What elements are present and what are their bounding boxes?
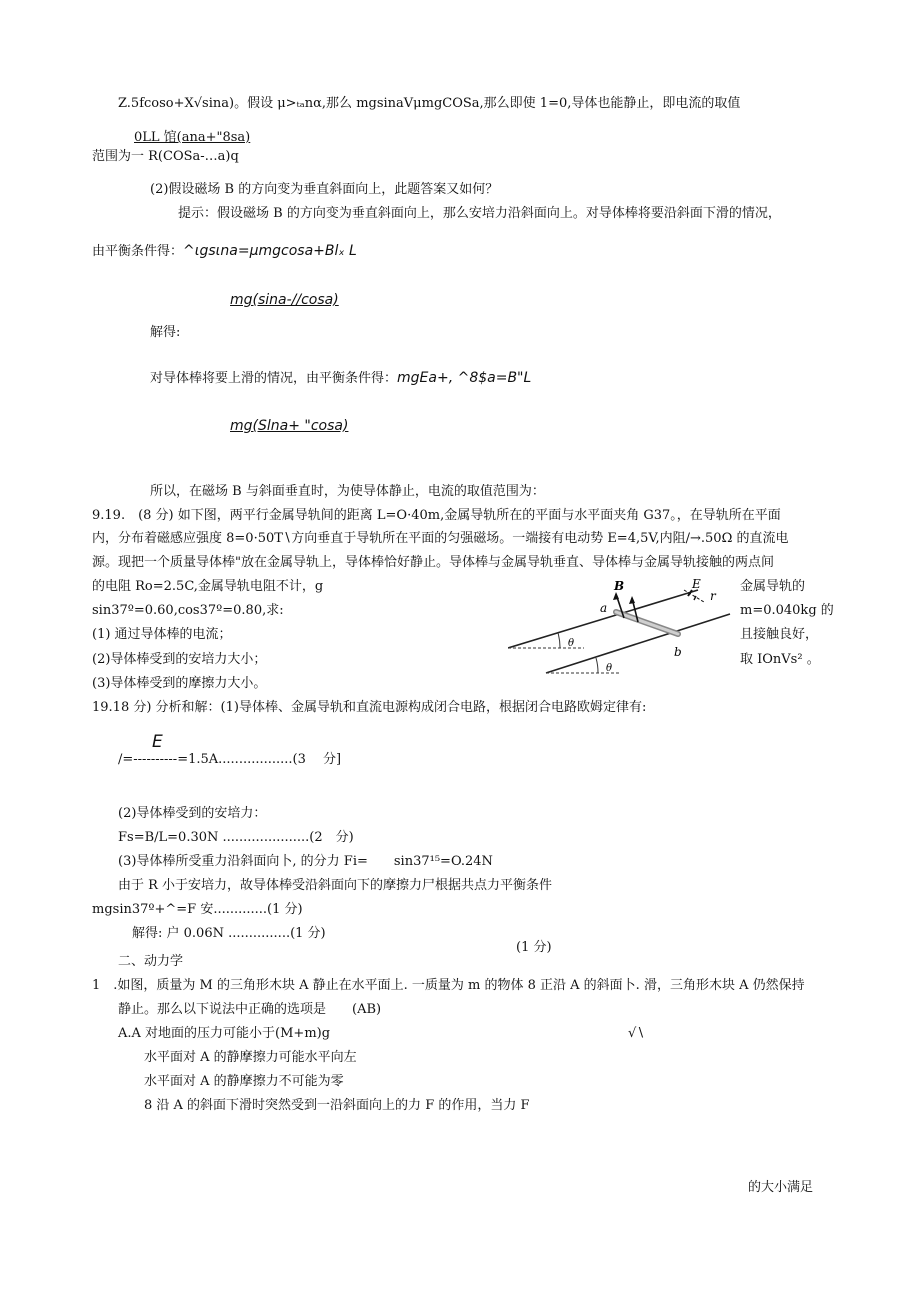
text-line: (2)导体棒受到的安培力大小； [92, 652, 267, 667]
rail-top [508, 590, 698, 648]
text-line: 由于 R 小于安培力，故导体棒受沿斜面向下的摩擦力尸根据共点力平衡条件 [118, 878, 553, 893]
text-line: (3)导体棒所受重力沿斜面向卜, 的分力 Fi= sin37¹⁵=O.24N [118, 854, 493, 869]
label-theta-top: θ [568, 638, 575, 649]
text-line: (1 分) [516, 940, 552, 955]
formula: mg(sina-//cosa) [230, 292, 339, 308]
text-line: 且接触良好， [740, 627, 819, 642]
text-line: 静止。那么以下说法中正确的选项是 (AB) [118, 1002, 382, 1017]
text-line: /=----------=1.5A..................(3 分] [118, 752, 342, 767]
text-line: (1) 通过导体棒的电流； [92, 627, 232, 642]
text-line: 解得: [150, 325, 181, 340]
angle-arc-bottom [596, 658, 598, 673]
text-line: 源。现把一个质量导体棒"放在金属导轨上，导体棒恰好静止。导体棒与金属导轨垂直、导体棒与金属导轨接触的两点间 [92, 555, 774, 570]
label-b: b [674, 645, 682, 659]
label-theta-bottom: θ [606, 663, 613, 674]
text-line: mgsin37º+^=F 安.............(1 分) [92, 902, 303, 917]
text-line: 8 沿 A 的斜面下滑时突然受到一沿斜面向上的力 F 的作用，当力 F [144, 1098, 530, 1113]
angle-arc-top [558, 633, 560, 648]
text-line: 提示：假设磁场 B 的方向变为垂直斜面向上，那么安培力沿斜面向上。对导体棒将要沿斜面下滑的情况， [178, 206, 781, 221]
b-field-arrowhead-2 [629, 596, 635, 604]
b-field-arrowhead-1 [613, 592, 619, 600]
text-line: 水平面对 A 的静摩擦力不可能为零 [144, 1074, 344, 1089]
text-line: 解得: 户 0.06N ...............(1 分) [132, 926, 326, 941]
text-line: Z.5fcoso+X√sina)。假设 μ>ₜₐnα,那么 mgsinaVμmgCOSa,那么即使 1=0,导体也能静止，即电流的取值 [118, 96, 741, 111]
text-line: 1 .如图，质量为 M 的三角形木块 A 静止在水平面上. 一质量为 m 的物体 8 正沿 A 的斜面卜. 滑，三角形木块 A 仍然保持 [92, 978, 805, 993]
text-line: 所以，在磁场 B 与斜面垂直时，为使导体静止，电流的取值范围为： [150, 484, 545, 499]
text-span: 对导体棒将要上滑的情况，由平衡条件得： [150, 371, 398, 386]
text-line: 范围为一 R(COSa-…a)q [92, 149, 239, 164]
label-E: E [692, 577, 701, 591]
formula: mgEa+, ^8$a=B"L [397, 370, 532, 386]
label-r: r [710, 589, 716, 603]
label-a: a [600, 601, 608, 615]
inclined-rails-figure [508, 576, 744, 680]
text-line: (2)假设磁场 B 的方向变为垂直斜面向上，此题答案又如何？ [150, 182, 499, 197]
text-line: 19.18 分) 分析和解：(1)导体棒、金属导轨和直流电源构成闭合电路，根据闭合电路欧姆定律有: [92, 700, 647, 715]
text-line: Fs=B/L=0.30N .....................(2 分) [118, 830, 354, 845]
text-line: 内，分布着磁感应强度 8=0·50T∖方向垂直于导轨所在平面的匀强磁场。一端接有电动势 E=4,5V,内阻/→.50Ω 的直流电 [92, 531, 789, 546]
formula: mg(Slna+ "cosa) [230, 418, 349, 434]
formula-fragment: 0LL 馆(ana+"8sa) [134, 130, 251, 145]
text-line: (2)导体棒受到的安培力： [118, 806, 267, 821]
text-line: (3)导体棒受到的摩擦力大小。 [92, 676, 267, 691]
text-line: 金属导轨的 [740, 579, 806, 594]
text-line: 的大小满足 [748, 1180, 814, 1195]
text-line: 取 IOnVs² 。 [740, 652, 820, 667]
text-line: A.A 对地面的压力可能小于(M+m)g [118, 1026, 331, 1041]
text-line: 水平面对 A 的静摩擦力可能水平向左 [144, 1050, 357, 1065]
check-mark: √∖ [628, 1026, 645, 1041]
text-line [150, 370, 531, 387]
text-line: sin37º=0.60,cos37º=0.80,求: [92, 603, 284, 618]
label-B: B [614, 579, 625, 593]
formula: ^ιgsιna=μmgcosa+Blₓ L [183, 243, 357, 259]
section-heading: 二、动力学 [118, 954, 184, 969]
text-line: m=0.040kg 的 [740, 603, 834, 618]
text-line: 9.19. (8 分) 如下图，两平行金属导轨间的距离 L=O·40m,金属导轨所在的平面与水平面夹角 G37。，在导轨所在平面 [92, 508, 781, 523]
text-line: 的电阻 Ro=2.5C,金属导轨电阻不计，g [92, 579, 324, 594]
text-span: 由平衡条件得： [92, 244, 184, 259]
text-line [92, 243, 357, 260]
formula: E [152, 732, 163, 752]
conductor-rod-highlight [616, 612, 678, 634]
text-line [134, 130, 250, 146]
